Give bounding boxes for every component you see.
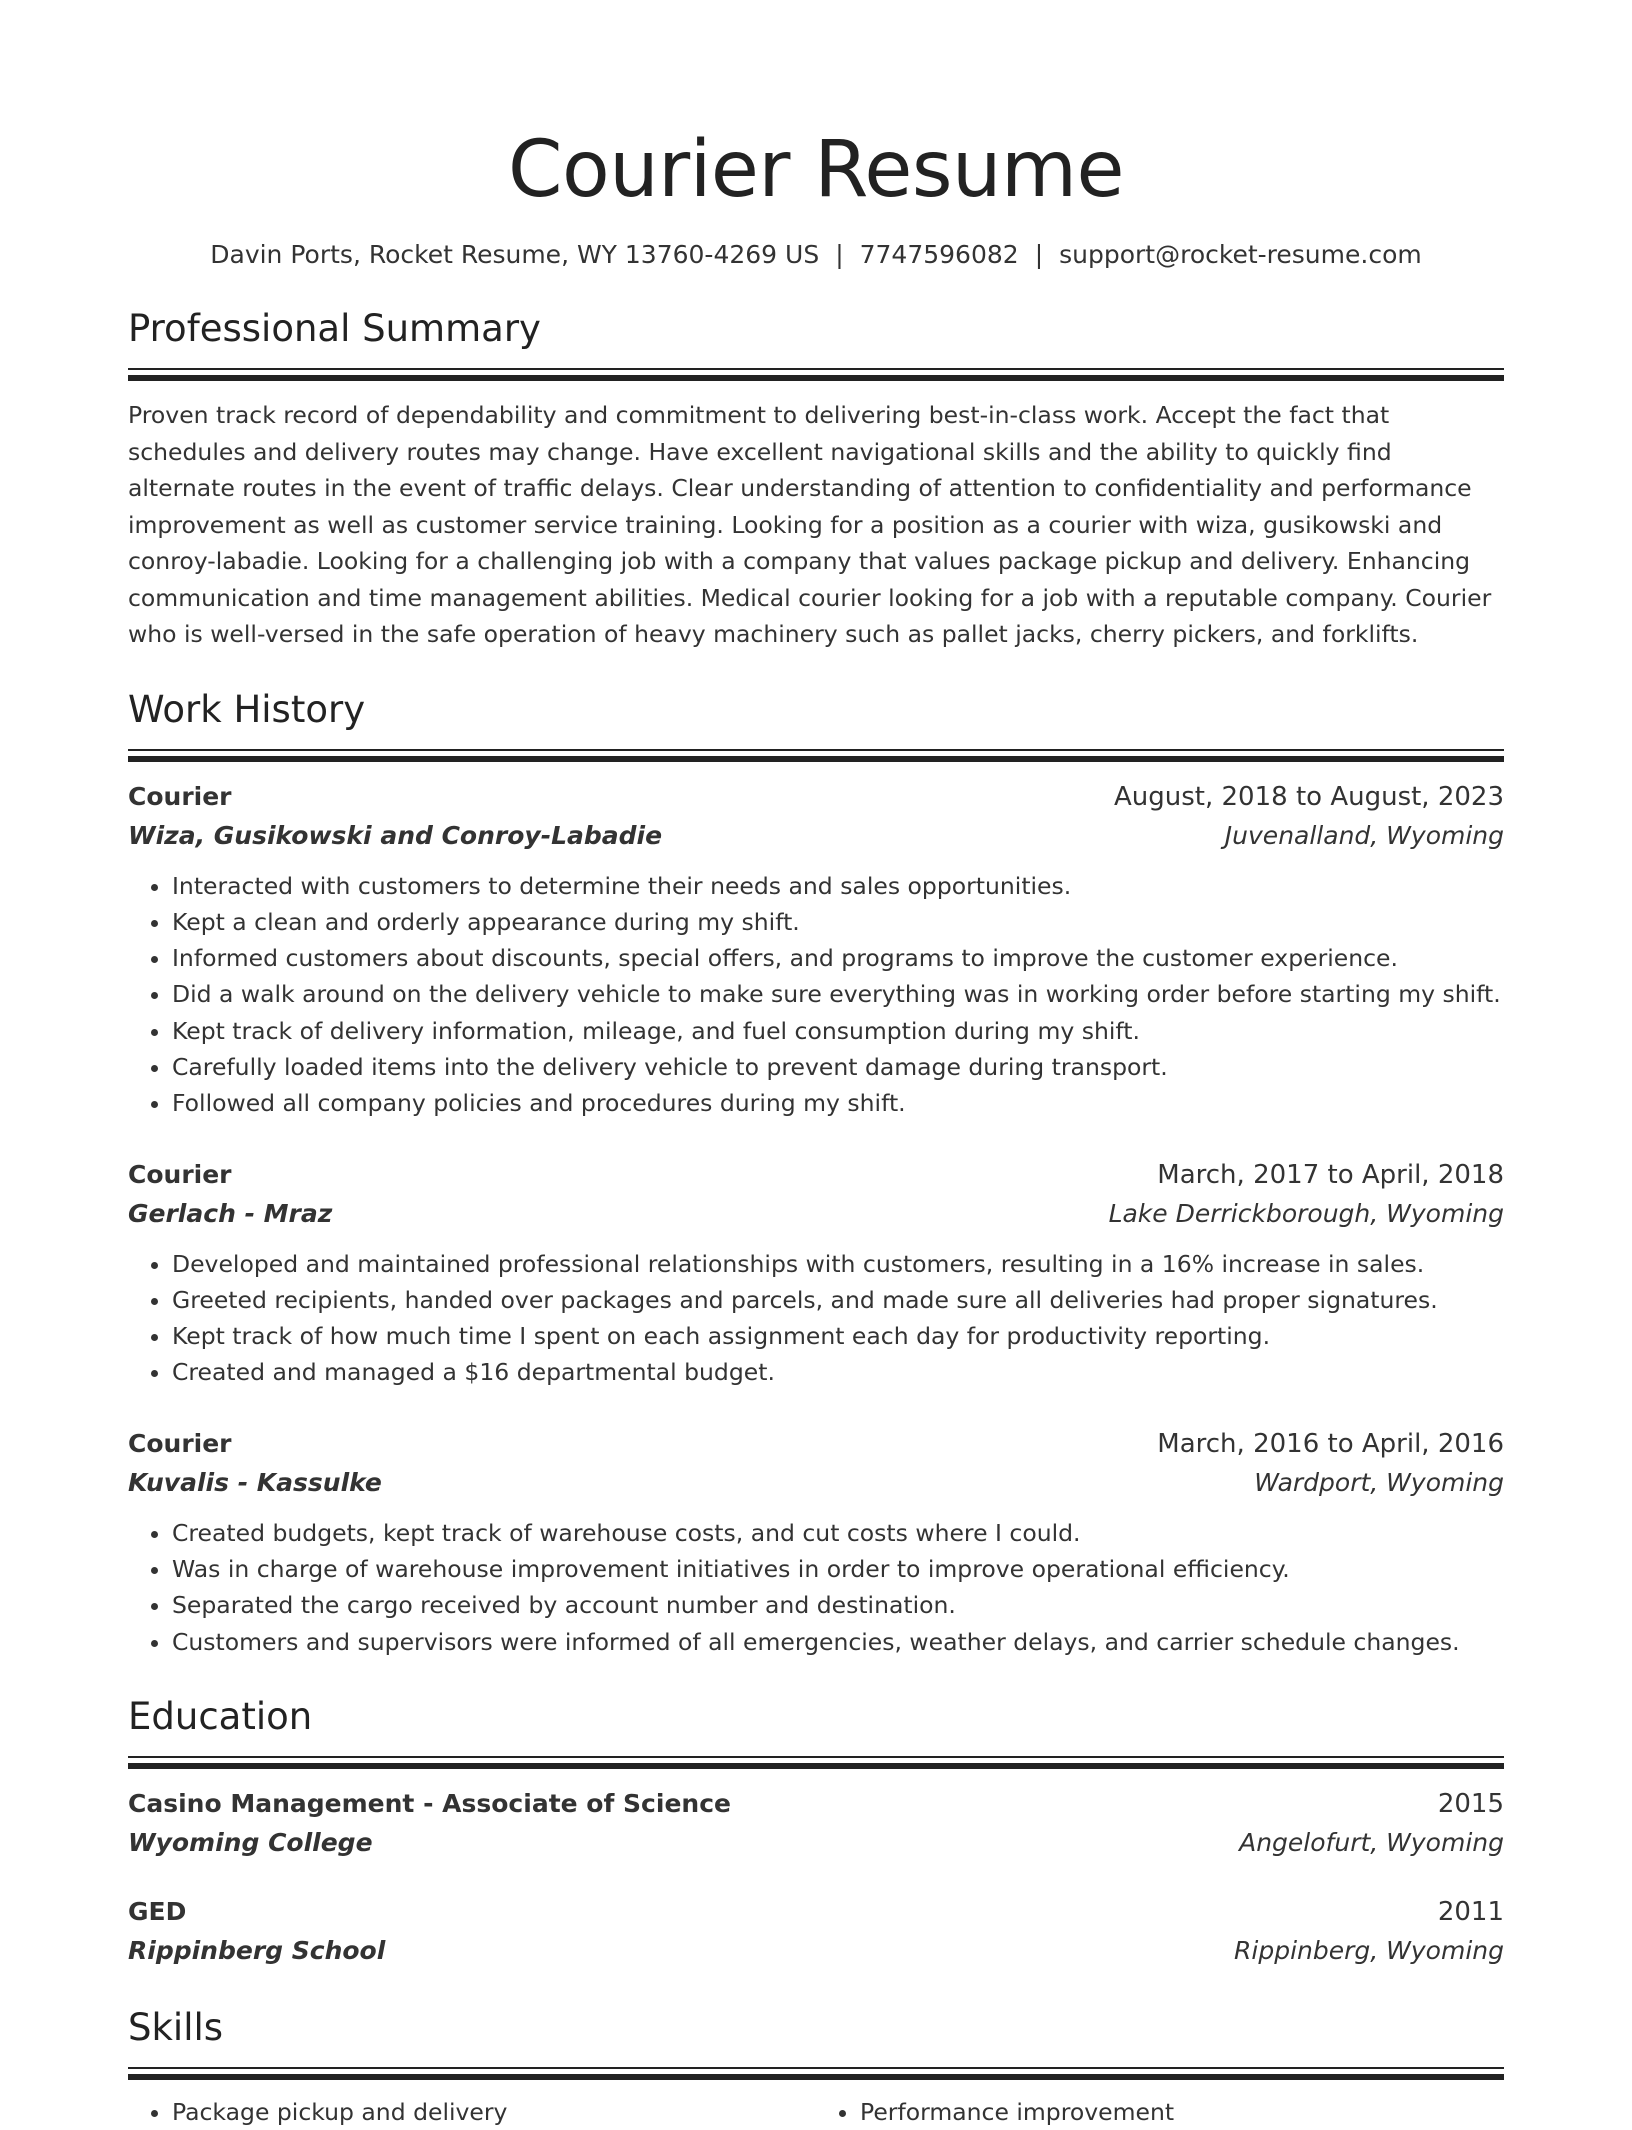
job-duty: • Created budgets, kept track of warehouse costs, and cut costs where I could. bbox=[172, 1515, 1504, 1551]
work-history-section bbox=[128, 687, 1504, 1660]
job-duty: • Kept track of how much time I spent on each assignment each day for productivity reporting. bbox=[172, 1318, 1504, 1354]
job-company: Kuvalis - Kassulke bbox=[128, 1467, 382, 1497]
education-year: 2015 bbox=[1437, 1788, 1504, 1819]
education-school: Wyoming College bbox=[128, 1827, 373, 1857]
job-duties bbox=[128, 1515, 1504, 1660]
job-duty: • Customers and supervisors were informed of all emergencies, weather delays, and carrier schedule changes. bbox=[172, 1624, 1504, 1660]
section-divider bbox=[128, 1756, 1504, 1769]
job-duty: • Created and managed a $16 departmental budget. bbox=[172, 1354, 1504, 1390]
work-history-heading: Work History bbox=[128, 687, 366, 731]
contact-phone: 7747596082 bbox=[859, 240, 1019, 269]
summary-heading: Professional Summary bbox=[128, 307, 541, 350]
job-duty: • Greeted recipients, handed over packages and parcels, and made sure all deliveries had proper signatures. bbox=[172, 1282, 1504, 1318]
skills-heading: Skills bbox=[128, 2005, 224, 2049]
job-dates: March, 2017 to April, 2018 bbox=[1157, 1159, 1504, 1190]
job-duty: • Developed and maintained professional relationships with customers, resulting in a 16% increase in sales. bbox=[172, 1246, 1504, 1282]
job-duty: • Followed all company policies and procedures during my shift. bbox=[172, 1085, 1504, 1121]
section-divider bbox=[128, 368, 1504, 381]
job-title: Courier bbox=[128, 1428, 232, 1458]
education-degree: Casino Management - Associate of Science bbox=[128, 1788, 731, 1818]
education-section bbox=[128, 1694, 1504, 1971]
education-entry bbox=[128, 1893, 1504, 1971]
contact-line bbox=[128, 238, 1504, 272]
skill-item: • Package pickup and delivery bbox=[172, 2094, 816, 2130]
contact-address: Davin Ports, Rocket Resume, WY 13760-4269 US bbox=[210, 240, 820, 269]
job-dates: August, 2018 to August, 2023 bbox=[1114, 781, 1504, 812]
summary-text: Proven track record of dependability and commitment to delivering best-in-class work. Accept the fact that schedules and delivery routes may change. Have excellent navigational skills and the ability to quickly find alternate routes in the event of traffic delays. Clear understanding of attention to confidentiality and performance improvement as well as customer service training. Looking for a position as a courier with wiza, gusikowski and conroy-labadie. Looking for a challenging job with a company that values package pickup and delivery. Enhancing communication and time management abilities. Medical courier looking for a job with a reputable company. Courier who is well-versed in the safe operation of heavy machinery such as pallet jacks, cherry pickers, and forklifts. bbox=[128, 401, 1492, 648]
job-duties bbox=[128, 868, 1504, 1122]
contact-separator: | bbox=[1034, 240, 1044, 269]
summary-section bbox=[128, 306, 1504, 653]
contact-email[interactable]: support@rocket-resume.com bbox=[1059, 240, 1422, 269]
job-duty: • Was in charge of warehouse improvement initiatives in order to improve operational efficiency. bbox=[172, 1551, 1504, 1587]
education-school: Rippinberg School bbox=[128, 1935, 386, 1965]
education-location: Angelofurt, Wyoming bbox=[1239, 1827, 1504, 1857]
job-duties bbox=[128, 1246, 1504, 1391]
education-location: Rippinberg, Wyoming bbox=[1234, 1935, 1504, 1965]
education-degree: GED bbox=[128, 1896, 187, 1926]
job-title: Courier bbox=[128, 781, 232, 811]
job-location: Juvenalland, Wyoming bbox=[1224, 820, 1504, 850]
job-company: Gerlach - Mraz bbox=[128, 1198, 333, 1228]
section-divider bbox=[128, 2067, 1504, 2080]
job-title: Courier bbox=[128, 1159, 232, 1189]
skill-item: • Performance improvement bbox=[860, 2094, 1504, 2130]
job-entry bbox=[128, 1156, 1504, 1391]
job-dates: March, 2016 to April, 2016 bbox=[1157, 1428, 1504, 1459]
education-heading: Education bbox=[128, 1694, 313, 1738]
resume-title: Courier Resume bbox=[508, 125, 1124, 215]
skills-section bbox=[128, 2005, 1504, 2130]
job-location: Wardport, Wyoming bbox=[1254, 1467, 1504, 1497]
job-location: Lake Derrickborough, Wyoming bbox=[1108, 1198, 1504, 1228]
job-duty: • Informed customers about discounts, special offers, and programs to improve the customer experience. bbox=[172, 940, 1504, 976]
job-entry bbox=[128, 778, 1504, 1122]
job-duty: • Kept track of delivery information, mileage, and fuel consumption during my shift. bbox=[172, 1013, 1504, 1049]
job-duty: • Kept a clean and orderly appearance during my shift. bbox=[172, 904, 1504, 940]
job-duty: • Carefully loaded items into the delivery vehicle to prevent damage during transport. bbox=[172, 1049, 1504, 1085]
job-duty: • Did a walk around on the delivery vehicle to make sure everything was in working order before starting my shift. bbox=[172, 976, 1504, 1012]
job-entry bbox=[128, 1425, 1504, 1660]
contact-separator: | bbox=[835, 240, 844, 269]
section-divider bbox=[128, 749, 1504, 762]
education-year: 2011 bbox=[1437, 1896, 1504, 1927]
education-entry bbox=[128, 1785, 1504, 1863]
job-duty: • Interacted with customers to determine their needs and sales opportunities. bbox=[172, 868, 1504, 904]
job-company: Wiza, Gusikowski and Conroy-Labadie bbox=[128, 820, 663, 850]
job-duty: • Separated the cargo received by account number and destination. bbox=[172, 1587, 1504, 1623]
